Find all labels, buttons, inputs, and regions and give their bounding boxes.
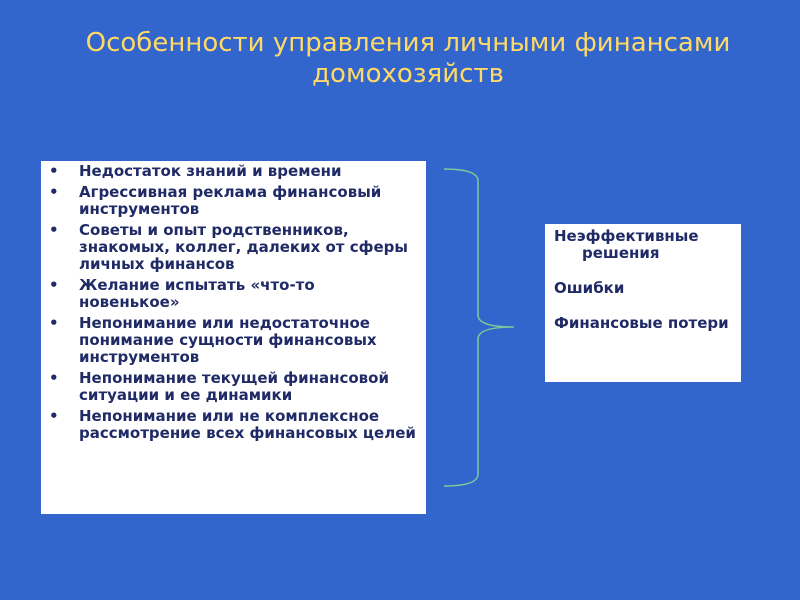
factor-item bbox=[41, 315, 420, 366]
factors-list bbox=[41, 163, 420, 442]
brace-path bbox=[444, 169, 514, 486]
factor-item bbox=[41, 163, 420, 180]
factor-text: Желание испытать «что-то новенькое» bbox=[79, 276, 315, 311]
slide-title-line-2: домохозяйств bbox=[312, 59, 504, 89]
factor-text: Советы и опыт родственников, знакомых, коллег, далеких от сферы личных финансов bbox=[79, 221, 408, 273]
curly-brace-icon bbox=[440, 165, 520, 490]
factor-text: Непонимание текущей финансовой ситуации и ее динамики bbox=[79, 369, 389, 404]
factor-item bbox=[41, 277, 420, 311]
bullet-icon: • bbox=[49, 407, 59, 425]
slide-title-line-1: Особенности управления личными финансами bbox=[85, 28, 731, 58]
factors-box bbox=[41, 161, 426, 514]
factor-item bbox=[41, 222, 420, 273]
slide-title bbox=[0, 28, 800, 90]
outcomes-box bbox=[545, 224, 741, 382]
bullet-icon: • bbox=[49, 369, 59, 387]
factor-item bbox=[41, 408, 420, 442]
outcome-item: Неэффективные решения bbox=[554, 227, 699, 262]
outcome-item: Финансовые потери bbox=[554, 314, 729, 332]
factor-text: Агрессивная реклама финансовый инструментов bbox=[79, 183, 382, 218]
factor-text: Непонимание или недостаточное понимание сущности финансовых инструментов bbox=[79, 314, 377, 366]
factor-item bbox=[41, 370, 420, 404]
factor-item bbox=[41, 184, 420, 218]
factor-text: Недостаток знаний и времени bbox=[79, 162, 342, 180]
outcome-item: Ошибки bbox=[554, 279, 625, 297]
factor-text: Непонимание или не комплексное рассмотрение всех финансовых целей bbox=[79, 407, 416, 442]
bullet-icon: • bbox=[49, 183, 59, 201]
bullet-icon: • bbox=[49, 314, 59, 332]
bullet-icon: • bbox=[49, 221, 59, 239]
bullet-icon: • bbox=[49, 276, 59, 294]
bullet-icon: • bbox=[49, 162, 59, 180]
